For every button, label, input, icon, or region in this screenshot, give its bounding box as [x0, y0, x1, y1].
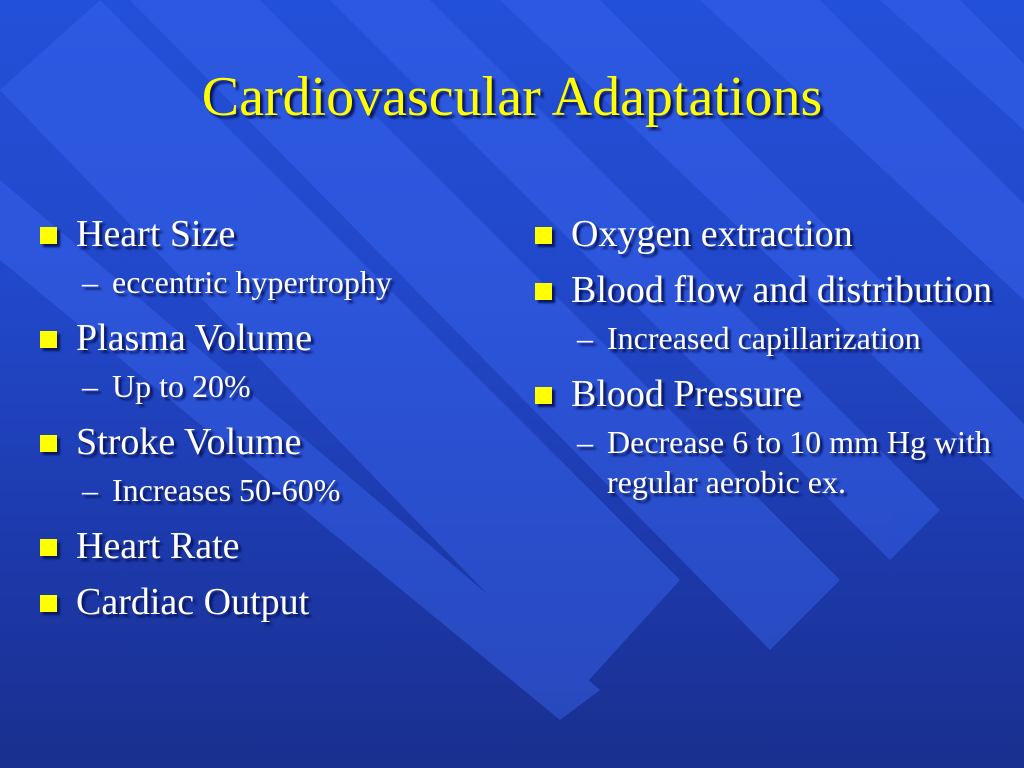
sub-bullet-text: Increases 50-60% [112, 472, 341, 508]
square-bullet-icon [40, 435, 57, 452]
list-item [533, 210, 1018, 258]
sub-list-item [82, 366, 488, 406]
square-bullet-icon [535, 283, 552, 300]
square-bullet-icon [40, 539, 57, 556]
sub-list-item [82, 262, 488, 302]
dash-marker: – [82, 472, 98, 508]
right-bullet-list [533, 210, 1018, 514]
dash-marker: – [577, 320, 593, 356]
list-item [533, 266, 1018, 314]
list-item [533, 370, 1018, 418]
list-item [38, 210, 488, 258]
bullet-text: Cardiac Output [76, 581, 310, 623]
bullet-text: Blood Pressure [571, 373, 803, 415]
square-bullet-icon [40, 331, 57, 348]
square-bullet-icon [535, 227, 552, 244]
list-item [38, 314, 488, 362]
sub-bullet-text: Decrease 6 to 10 mm Hg with regular aerobic ex. [607, 424, 991, 500]
bullet-text: Heart Size [76, 213, 236, 255]
square-bullet-icon [40, 595, 57, 612]
list-item [38, 578, 488, 626]
bullet-text: Oxygen extraction [571, 213, 853, 255]
bullet-text: Blood flow and distribution [571, 269, 993, 311]
sub-bullet-text: Up to 20% [112, 368, 251, 404]
sub-list-item [82, 470, 488, 510]
list-item [38, 418, 488, 466]
bullet-text: Plasma Volume [76, 317, 313, 359]
square-bullet-icon [40, 227, 57, 244]
list-item [38, 522, 488, 570]
bullet-text: Heart Rate [76, 525, 240, 567]
sub-list-item [577, 422, 1018, 502]
bullet-text: Stroke Volume [76, 421, 302, 463]
left-bullet-list [38, 210, 488, 634]
square-bullet-icon [535, 387, 552, 404]
dash-marker: – [82, 264, 98, 300]
sub-bullet-text: Increased capillarization [607, 320, 921, 356]
sub-bullet-text: eccentric hypertrophy [112, 264, 392, 300]
dash-marker: – [82, 368, 98, 404]
sub-list-item [577, 318, 1018, 358]
dash-marker: – [577, 424, 593, 460]
slide-title: Cardiovascular Adaptations [201, 66, 823, 128]
